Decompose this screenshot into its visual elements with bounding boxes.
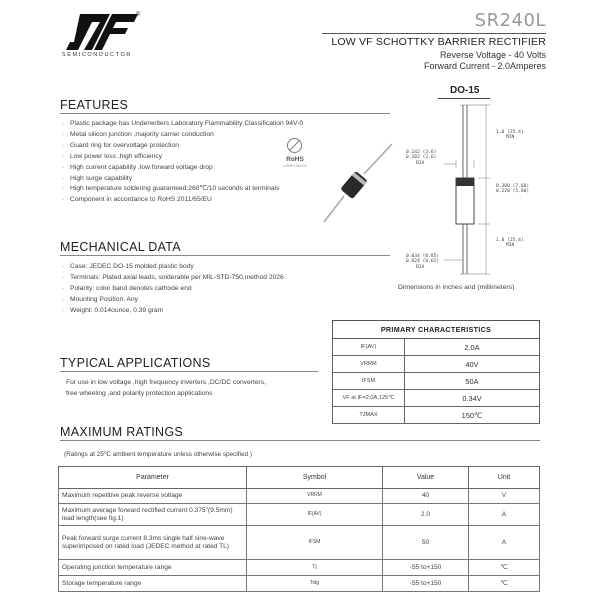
- table-row: IFSM 50A: [333, 373, 540, 390]
- part-number: SR240L: [474, 10, 546, 31]
- list-item: · Guard ring for overvoltage protection: [62, 141, 179, 149]
- applications-divider: [60, 371, 318, 372]
- header-divider: [322, 33, 546, 34]
- list-item: · Case: JEDEC DO-15 molded plastic body: [62, 263, 194, 270]
- list-item: · High surge capability: [62, 174, 133, 182]
- list-item: · Metal silicon junction ,majority carrier conduction: [62, 130, 214, 138]
- rohs-badge: [278, 138, 312, 178]
- brand-tagline: SEMICONDUCTOR: [62, 52, 132, 58]
- table-row: Peak forward surge current 8.3ms single half sine-wave superimposed on rated load (JEDEC method at rated TL) IFSM 50 A: [59, 526, 540, 560]
- features-divider: [60, 113, 390, 114]
- applications-text: For use in low voltage ,high frequency inverters ,DC/DC converters, free wheeling ,and polarity protection applications: [66, 379, 266, 397]
- table-header-row: Parameter Symbol Value Unit: [59, 467, 540, 489]
- dim-lead-bottom: 1.0 (25.4) MIN: [496, 238, 524, 249]
- dim-lead-top: 1.0 (25.4) MIN: [496, 130, 524, 141]
- mechanical-list: [62, 262, 284, 317]
- mechanical-title: MECHANICAL DATA: [60, 240, 181, 254]
- primary-characteristics-table: [332, 320, 540, 424]
- table-row: VRRM 40V: [333, 356, 540, 373]
- maximum-ratings-table: [58, 466, 540, 592]
- rohs-label: RoHS: [286, 156, 304, 163]
- table-row: Operating junction temperature range Tj -55 to+150 ℃: [59, 560, 540, 576]
- list-item: · High current capability ,low forward voltage drop: [62, 163, 213, 171]
- ratings-title: MAXIMUM RATINGS: [60, 425, 184, 439]
- dim-wire-dia: 0.034 (0.85) 0.024 (0.62) DIA: [406, 254, 440, 270]
- primary-characteristics-title: PRIMARY CHARACTERISTICS: [333, 321, 540, 339]
- list-item: · Weight: 0.014ounce, 0.39 gram: [62, 306, 164, 314]
- dim-body-length: 0.300 (7.60) 0.220 (5.60): [496, 184, 530, 195]
- table-row: IF(AV) 2.0A: [333, 339, 540, 356]
- table-row: TJMAX 150℃: [333, 407, 540, 424]
- package-title: DO-15: [450, 85, 480, 96]
- list-item: · Low power loss ,high efficiency: [62, 152, 163, 160]
- list-item: · Polarity: color band denotes cathode end: [62, 284, 192, 292]
- rohs-icon: [287, 138, 302, 153]
- table-row: Storage temperature range Tstg -55 to+150 ℃: [59, 576, 540, 592]
- ratings-note: (Ratings at 25℃ ambient temperature unless otherwise specified ): [64, 451, 252, 458]
- rohs-compliance-text: COMPLIANCE: [282, 164, 308, 168]
- forward-current: Forward Current - 2.0Amperes: [423, 61, 546, 71]
- list-item: · Component in accordance to RoHS 2011/65/EU: [62, 196, 212, 204]
- features-list: [62, 119, 303, 206]
- list-item: · Terminals: Plated axial leads, solderable per MIL-STD-750,method 2026: [62, 273, 284, 281]
- table-row: VF at IF=2.0A,125℃ 0.34V: [333, 390, 540, 407]
- company-logo-mark: [66, 14, 140, 54]
- table-row: Maximum average forward rectified current 0.375"(9.5mm) lead length(see fig.1) IF(AV) 2.0 A: [59, 504, 540, 526]
- list-item: · High temperature soldering guaranteed:260℃/10 seconds at terminals: [62, 185, 280, 193]
- list-item: · Plastic package has Underwriters Laboratory Flammability Classification 94V-0: [62, 120, 304, 127]
- features-title: FEATURES: [60, 98, 129, 112]
- table-row: Maximum repetitive peak reverse voltage VRRM 40 V: [59, 489, 540, 504]
- product-title: LOW VF SCHOTTKY BARRIER RECTIFIER: [331, 36, 546, 48]
- mechanical-divider: [60, 255, 390, 256]
- diode-illustration-icon: [318, 140, 398, 228]
- applications-title: TYPICAL APPLICATIONS: [60, 356, 211, 370]
- list-item: · Mounting Position: Any: [62, 295, 139, 303]
- dim-lead-dia: 0.142 (3.6) 0.102 (2.6) DIA: [406, 150, 437, 166]
- registered-mark: ®: [136, 12, 141, 18]
- ratings-divider: [60, 440, 540, 441]
- package-title-underline: [438, 98, 490, 99]
- dimensions-caption: Dimensions in inches and (millimeters): [398, 284, 515, 291]
- reverse-voltage: Reverse Voltage - 40 Volts: [439, 50, 546, 60]
